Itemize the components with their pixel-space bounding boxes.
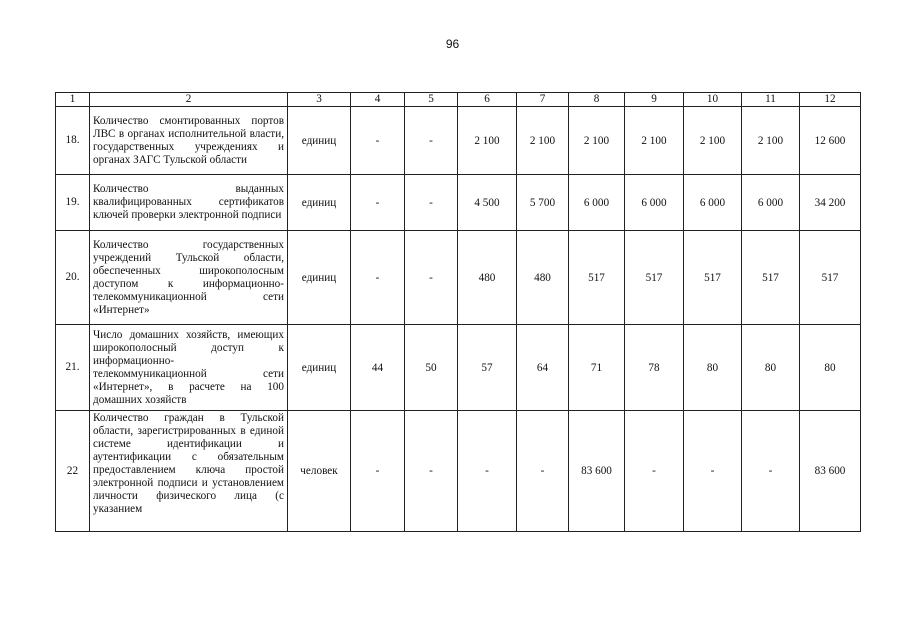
column-header: 2	[90, 93, 288, 107]
indicator-name: Количество граждан в Тульской области, зарегистрированных в единой системе идентификации и аутентификации с обязательным предоставлением ключа простой электронной подписи и установлением личности физического лица (с указанием	[90, 411, 288, 532]
value-cell: 480	[517, 231, 569, 325]
value-cell: 2 100	[517, 107, 569, 175]
column-header: 4	[351, 93, 405, 107]
value-cell: -	[405, 107, 458, 175]
unit-cell: единиц	[288, 107, 351, 175]
unit-cell: единиц	[288, 175, 351, 231]
value-cell: 80	[742, 325, 800, 411]
value-cell: 12 600	[800, 107, 861, 175]
header-row	[56, 93, 861, 107]
indicators-table	[55, 92, 861, 532]
unit-cell: единиц	[288, 325, 351, 411]
value-cell: 2 100	[569, 107, 625, 175]
value-cell: -	[517, 411, 569, 532]
unit-cell: единиц	[288, 231, 351, 325]
value-cell: -	[625, 411, 684, 532]
value-cell: 517	[569, 231, 625, 325]
column-header: 5	[405, 93, 458, 107]
column-header: 9	[625, 93, 684, 107]
value-cell: 57	[458, 325, 517, 411]
value-cell: 517	[800, 231, 861, 325]
value-cell: -	[405, 411, 458, 532]
column-header: 12	[800, 93, 861, 107]
indicator-name: Количество смонтированных портов ЛВС в органах исполнительной власти, государственных учреждениях и органах ЗАГС Тульской области	[90, 107, 288, 175]
value-cell: -	[742, 411, 800, 532]
row-number: 21.	[56, 325, 90, 411]
value-cell: 5 700	[517, 175, 569, 231]
value-cell: 80	[800, 325, 861, 411]
table-row	[56, 411, 861, 532]
value-cell: -	[684, 411, 742, 532]
value-cell: 50	[405, 325, 458, 411]
value-cell: 6 000	[625, 175, 684, 231]
value-cell: 44	[351, 325, 405, 411]
unit-cell: человек	[288, 411, 351, 532]
page-number: 96	[445, 37, 460, 51]
value-cell: 4 500	[458, 175, 517, 231]
value-cell: 6 000	[569, 175, 625, 231]
table-row	[56, 231, 861, 325]
column-header: 7	[517, 93, 569, 107]
value-cell: 2 100	[684, 107, 742, 175]
value-cell: -	[405, 231, 458, 325]
indicator-name: Число домашних хозяйств, имеющих широкополосный доступ к информационно-телекоммуникационной сети «Интернет», в расчете на 100 домашних хозяйств	[90, 325, 288, 411]
value-cell: -	[351, 231, 405, 325]
column-header: 10	[684, 93, 742, 107]
table-row	[56, 325, 861, 411]
value-cell: 83 600	[569, 411, 625, 532]
value-cell: -	[405, 175, 458, 231]
column-header: 8	[569, 93, 625, 107]
row-number: 18.	[56, 107, 90, 175]
value-cell: 517	[742, 231, 800, 325]
value-cell: 2 100	[625, 107, 684, 175]
indicator-name: Количество выданных квалифицированных сертификатов ключей проверки электронной подписи	[90, 175, 288, 231]
column-header: 1	[56, 93, 90, 107]
value-cell: 64	[517, 325, 569, 411]
row-number: 20.	[56, 231, 90, 325]
value-cell: 78	[625, 325, 684, 411]
column-header: 6	[458, 93, 517, 107]
column-header: 3	[288, 93, 351, 107]
value-cell: 2 100	[742, 107, 800, 175]
value-cell: 34 200	[800, 175, 861, 231]
value-cell: 6 000	[742, 175, 800, 231]
value-cell: 83 600	[800, 411, 861, 532]
table-row	[56, 175, 861, 231]
value-cell: -	[458, 411, 517, 532]
value-cell: 71	[569, 325, 625, 411]
value-cell: 517	[625, 231, 684, 325]
row-number: 19.	[56, 175, 90, 231]
indicator-name: Количество государственных учреждений Тульской области, обеспеченных широкополосным доступом к информационно-телекоммуникационной сети «Интернет»	[90, 231, 288, 325]
value-cell: -	[351, 107, 405, 175]
value-cell: 480	[458, 231, 517, 325]
value-cell: 2 100	[458, 107, 517, 175]
value-cell: 6 000	[684, 175, 742, 231]
row-number: 22	[56, 411, 90, 532]
table-row	[56, 107, 861, 175]
value-cell: -	[351, 175, 405, 231]
column-header: 11	[742, 93, 800, 107]
value-cell: -	[351, 411, 405, 532]
value-cell: 80	[684, 325, 742, 411]
value-cell: 517	[684, 231, 742, 325]
